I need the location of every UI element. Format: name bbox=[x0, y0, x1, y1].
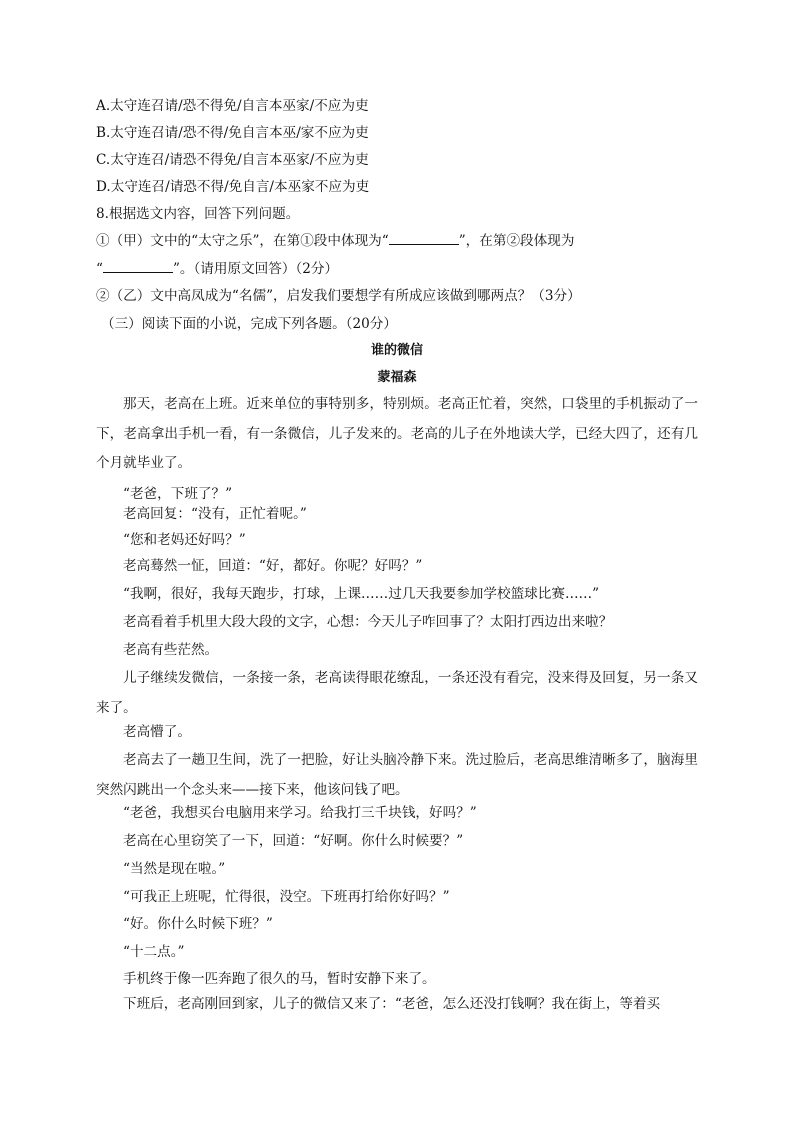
story-paragraph-13: 老高在心里窃笑了一下，回道：“好啊。你什么时候要？” bbox=[123, 833, 464, 849]
story-paragraph-8: 老高有些茫然。 bbox=[123, 642, 219, 658]
story-paragraph-6: “我啊，很好，我每天跑步，打球，上课……过几天我要参加学校篮球比赛……” bbox=[123, 586, 600, 602]
question-8-prompt: 8.根据选文内容，回答下列问题。 bbox=[96, 206, 300, 222]
story-paragraph-16: “好。你什么时候下班？” bbox=[123, 916, 273, 932]
q8-sub1-text-c: “ bbox=[96, 261, 103, 277]
story-paragraph-5: 老高蓦然一怔，回道：“好，都好。你呢？好吗？” bbox=[123, 558, 423, 574]
option-c: C.太守连召/请恐不得免/自言本巫家/不应为吏 bbox=[96, 152, 369, 168]
story-paragraph-18: 手机终于像一匹奔跑了很久的马，暂时安静下来了。 bbox=[123, 971, 436, 987]
option-b: B.太守连召请/恐不得/免自言本巫/家不应为吏 bbox=[96, 125, 369, 141]
q8-sub1-text-b: ”，在第②段体现为 bbox=[458, 233, 575, 249]
story-paragraph-9: 儿子继续发微信，一条接一条，老高读得眼花缭乱，一条还没有看完，没来得及回复，另一条又来了。 bbox=[96, 670, 698, 716]
story-paragraph-3: 老高回复：“没有，正忙着呢。” bbox=[123, 506, 307, 522]
story-paragraph-1: 那天，老高在上班。近来单位的事特别多，特别烦。老高正忙着，突然，口袋里的手机振动了一下，老高拿出手机一看，有一条微信，儿子发来的。老高的儿子在外地读大学，已经大四了，还有几个月就毕业了。 bbox=[96, 396, 698, 472]
story-paragraph-10: 老高懵了。 bbox=[123, 724, 191, 740]
story-paragraph-19: 下班后，老高刚回到家，儿子的微信又来了：“老爸，怎么还没打钱啊？我在街上，等着买 bbox=[123, 996, 661, 1012]
story-paragraph-2: “老爸，下班了？” bbox=[123, 486, 233, 502]
q8-sub1-text-d: ”。（请用原文回答）（2分） bbox=[172, 261, 339, 277]
question-8-sub1 bbox=[96, 232, 706, 250]
question-8-sub1-cont bbox=[96, 260, 706, 278]
answer-blank-2[interactable] bbox=[103, 260, 173, 273]
story-paragraph-17: “十二点。” bbox=[123, 944, 185, 960]
answer-blank-1[interactable] bbox=[389, 232, 459, 245]
story-paragraph-11: 老高去了一趟卫生间，洗了一把脸，好让头脑冷静下来。洗过脸后，老高思维清晰多了，脑海里突然闪跳出一个念头来——接下来，他该问钱了吧。 bbox=[96, 752, 698, 798]
story-paragraph-12: “老爸，我想买台电脑用来学习。给我打三千块钱，好吗？” bbox=[123, 805, 477, 821]
story-paragraph-4: “您和老妈还好吗？” bbox=[123, 532, 246, 548]
story-paragraph-14: “当然是现在啦。” bbox=[123, 861, 226, 877]
story-paragraph-7: 老高看着手机里大段大段的文字，心想：今天儿子咋回事了？太阳打西边出来啦？ bbox=[123, 614, 613, 630]
option-a: A.太守连召请/恐不得免/自言本巫家/不应为吏 bbox=[96, 98, 369, 114]
option-d: D.太守连召/请恐不得/免自言/本巫家不应为吏 bbox=[96, 179, 370, 195]
story-paragraph-15: “可我正上班呢，忙得很，没空。下班再打给你好吗？” bbox=[123, 889, 450, 905]
story-author: 蒙福森 bbox=[377, 370, 417, 385]
question-8-sub2: ②（乙）文中高凤成为“名儒”，启发我们要想学有所成应该做到哪两点？（3分） bbox=[96, 288, 581, 304]
q8-sub1-text-a: ①（甲）文中的“太守之乐”，在第①段中体现为“ bbox=[96, 233, 389, 249]
story-title: 谁的微信 bbox=[370, 343, 423, 358]
section-3-heading: （三）阅读下面的小说，完成下列各题。（20分） bbox=[101, 316, 397, 332]
